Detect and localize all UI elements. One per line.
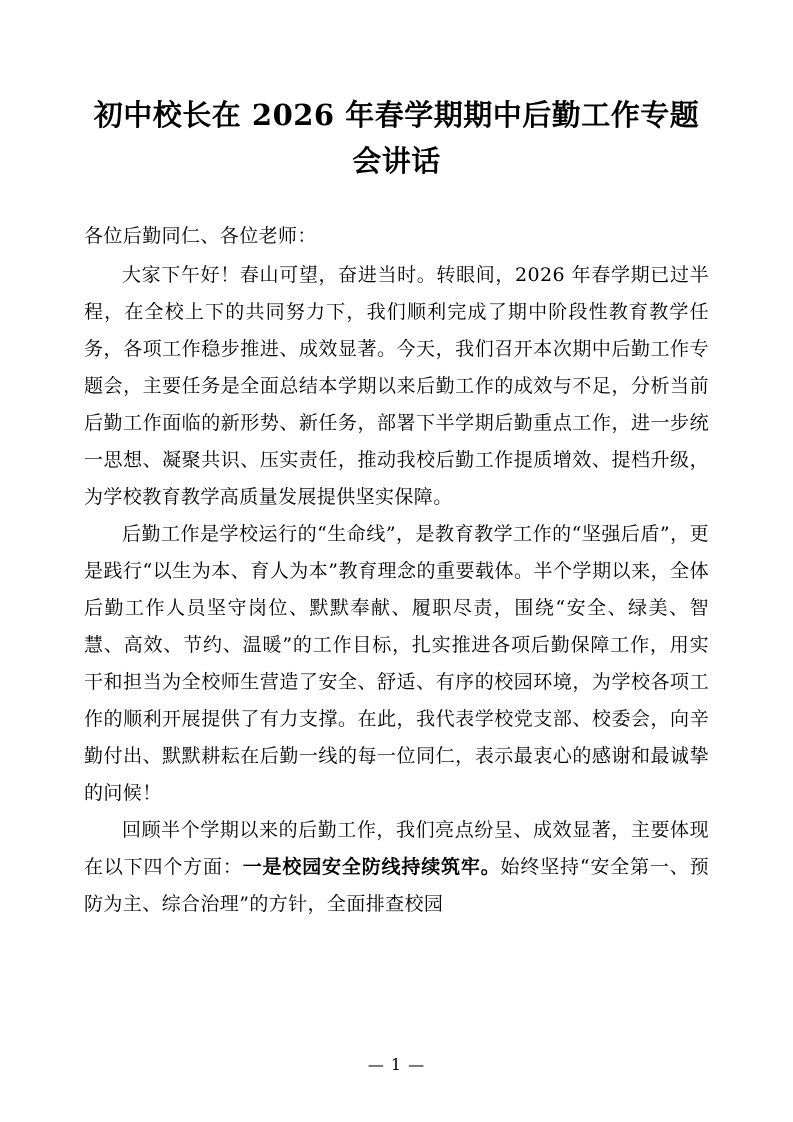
paragraph-3-bold: 一是校园安全防线持续筑牢。 <box>242 856 501 878</box>
paragraph-3-lead: 回顾半个学期以来的后勤工作，我们亮点纷呈、成效显著，主要体现在以下四个方面： <box>84 819 709 878</box>
page-title: 初中校长在 2026 年春学期期中后勤工作专题会讲话 <box>93 98 700 178</box>
paragraph-3 <box>84 812 709 923</box>
paragraph-3-tail: 始终坚持“安全第一、预防为主、综合治理”的方针，全面排查校园 <box>84 856 710 915</box>
paragraph-2: 后勤工作是学校运行的“生命线”，是教育教学工作的“坚强后盾”，更是践行“以生为本、育人为本”教育理念的重要载体。半个学期以来，全体后勤工作人员坚守岗位、默默奉献、履职尽责，围绕“安全、绿美、智慧、高效、节约、温暖”的工作目标，扎实推进各项后勤保障工作，用实干和担当为全校师生营造了安全、舒适、有序的校园环境，为学校各项工作的顺利开展提供了有力支撑。在此，我代表学校党支部、校委会，向辛勤付出、默默耕耘在后勤一线的每一位同仁，表示最衷心的感谢和最诚挚的问候！ <box>84 523 709 804</box>
page-number: — 1 — <box>367 1055 426 1074</box>
salutation: 各位后勤同仁、各位老师： <box>84 225 317 247</box>
paragraph-1: 大家下午好！春山可望，奋进当时。转眼间，2026 年春学期已过半程，在全校上下的共同努力下，我们顺利完成了期中阶段性教育教学任务，各项工作稳步推进、成效显著。今天，我们召开本次期中后勤工作专题会，主要任务是全面总结本学期以来后勤工作的成效与不足，分析当前后勤工作面临的新形势、新任务，部署下半学期后勤重点工作，进一步统一思想、凝聚共识、压实责任，推动我校后勤工作提质增效、提档升级，为学校教育教学高质量发展提供坚实保障。 <box>84 264 709 508</box>
